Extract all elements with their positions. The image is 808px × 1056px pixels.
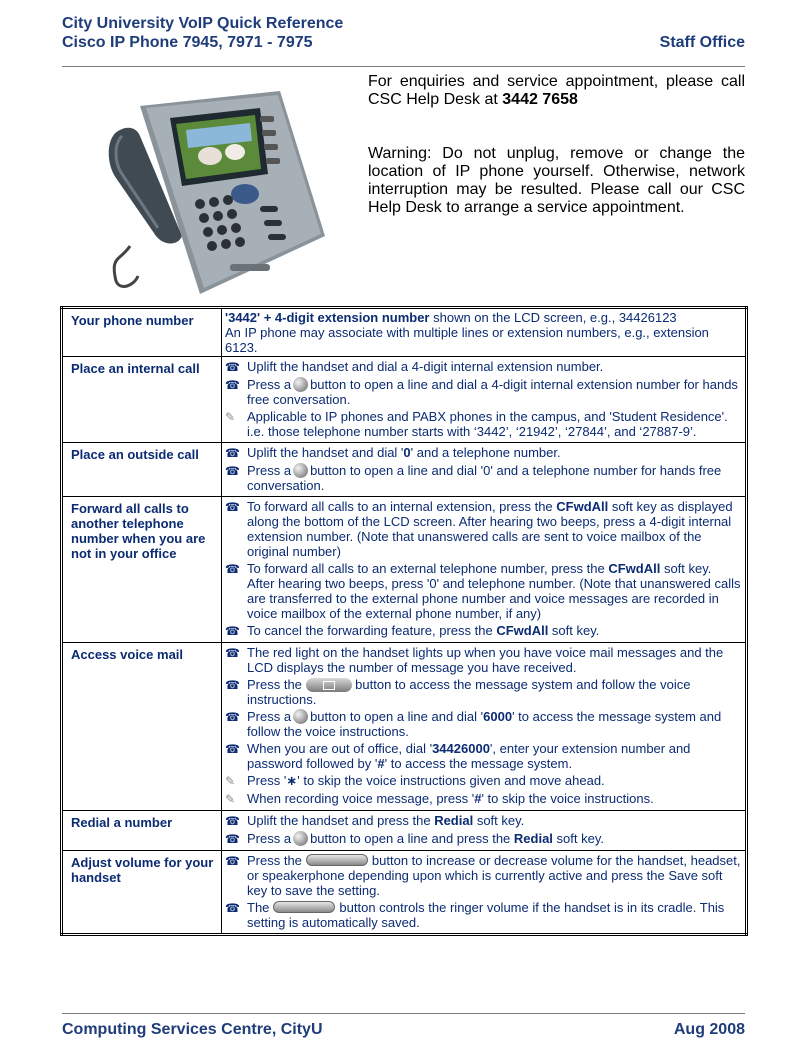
pencil-icon: ✎ (225, 792, 236, 806)
pencil-icon: ✎ (225, 774, 236, 788)
line-button-icon (293, 463, 308, 478)
row-content: ☎ To forward all calls to an internal extension, press the CFwdAll soft key as displayed along the bottom of the LCD screen. After hearing two beeps, press a 4-digit internal extension number. (Note that unanswered calls are sent to voice mailbox of the original number) ☎ To forward all calls to an external telephone number, press the CFwdAll soft key. After hearing two beeps, press '0' and telephone number. (Note that unanswered calls are transferred to the external phone number and voice messages are recorded in voice mailbox of the external phone number, if any) ☎ To cancel the forwarding feature, press the CFwdAll soft key. (222, 497, 747, 643)
intro-text (368, 73, 745, 217)
row-label: Your phone number (62, 308, 222, 357)
row-label: Place an internal call (62, 357, 222, 443)
telephone-icon: ☎ (225, 464, 240, 478)
volume-button-icon (306, 854, 368, 866)
row-label: Adjust volume for your handset (62, 851, 222, 935)
telephone-icon: ☎ (225, 562, 240, 576)
footer-organization: Computing Services Centre, CityU (62, 1021, 323, 1038)
office-label: Staff Office (659, 34, 745, 51)
footer-divider (62, 1013, 745, 1014)
table-row (62, 357, 747, 443)
row-content: ☎ The red light on the handset lights up when you have voice mail messages and the LCD displays the number of message you have received. ☎ Press the button to access the message system and follow the voice instructions. ☎ Press a button to open a line and dial '6000' to access the message system and follow the voice instructions. ☎ When you are out of office, dial '34426000', enter your extension number and password followed by '#' to access the message system. ✎ Press '∗' to skip the voice instructions given and move ahead. ✎ When recording voice message, press '#' to skip the voice instructions. (222, 643, 747, 811)
row-label: Place an outside call (62, 443, 222, 497)
ip-phone-image (100, 86, 326, 296)
row-content: '3442' + 4-digit extension number shown on the LCD screen, e.g., 34426123 An IP phone may associate with multiple lines or extension numbers, e.g., extension 6123. (222, 308, 747, 357)
row-label: Access voice mail (62, 643, 222, 811)
table-row (62, 643, 747, 811)
telephone-icon: ☎ (225, 446, 240, 460)
line-button-icon (293, 377, 308, 392)
volume-button-icon (273, 901, 335, 913)
footer (62, 1021, 745, 1039)
row-label: Forward all calls to another telephone number when you are not in your office (62, 497, 222, 643)
table-row (62, 308, 747, 357)
table-row (62, 443, 747, 497)
help-desk-number: 3442 7658 (502, 91, 578, 108)
doc-title: City University VoIP Quick Reference (62, 15, 344, 32)
table-row (62, 851, 747, 935)
line-button-icon (293, 709, 308, 724)
row-label: Redial a number (62, 811, 222, 851)
row-content: ☎ Uplift the handset and dial a 4-digit internal extension number. ☎ Press a button to open a line and dial a 4-digit internal extension number for hands free conversation. ✎ Applicable to IP phones and PABX phones in the campus, and 'Student Residence'. i.e. those telephone number starts with ‘3442’, ‘21942’, ‘27844’, and ‘27887-9’. (222, 357, 747, 443)
telephone-icon: ☎ (225, 678, 240, 692)
telephone-icon: ☎ (225, 742, 240, 756)
quick-reference-table (60, 306, 748, 936)
header-divider (62, 66, 745, 67)
table-row (62, 811, 747, 851)
telephone-icon: ☎ (225, 624, 240, 638)
messages-button-icon (306, 678, 352, 692)
table-row (62, 497, 747, 643)
row-content: ☎ Press the button to increase or decrease volume for the handset, headset, or speakerphone depending upon which is currently active and press the Save soft key to save the setting. ☎ The button controls the ringer volume if the handset is in its cradle. This setting is automatically saved. (222, 851, 747, 935)
line-button-icon (293, 831, 308, 846)
footer-date: Aug 2008 (673, 1021, 745, 1038)
telephone-icon: ☎ (225, 832, 240, 846)
telephone-icon: ☎ (225, 854, 240, 868)
warning-paragraph: Warning: Do not unplug, remove or change the location of IP phone yourself. Otherwise, network interruption may be resulted. Please call our CSC Help Desk to arrange a service appointment. (368, 145, 745, 216)
row-content: ☎ Uplift the handset and dial '0' and a telephone number. ☎ Press a button to open a line and dial '0' and a telephone number for hands free conversation. (222, 443, 747, 497)
telephone-icon: ☎ (225, 360, 240, 374)
telephone-icon: ☎ (225, 710, 240, 724)
telephone-icon: ☎ (225, 814, 240, 828)
row-content: ☎ Uplift the handset and press the Redial soft key. ☎ Press a button to open a line and press the Redial soft key. (222, 811, 747, 851)
telephone-icon: ☎ (225, 901, 240, 915)
doc-subtitle: Cisco IP Phone 7945, 7971 - 7975 (62, 34, 313, 51)
doc-subtitle-row (62, 34, 745, 52)
enquiry-paragraph: For enquiries and service appointment, please call CSC Help Desk at 3442 7658 (368, 73, 745, 108)
telephone-icon: ☎ (225, 378, 240, 392)
pencil-icon: ✎ (225, 410, 236, 424)
telephone-icon: ☎ (225, 646, 240, 660)
telephone-icon: ☎ (225, 500, 240, 514)
